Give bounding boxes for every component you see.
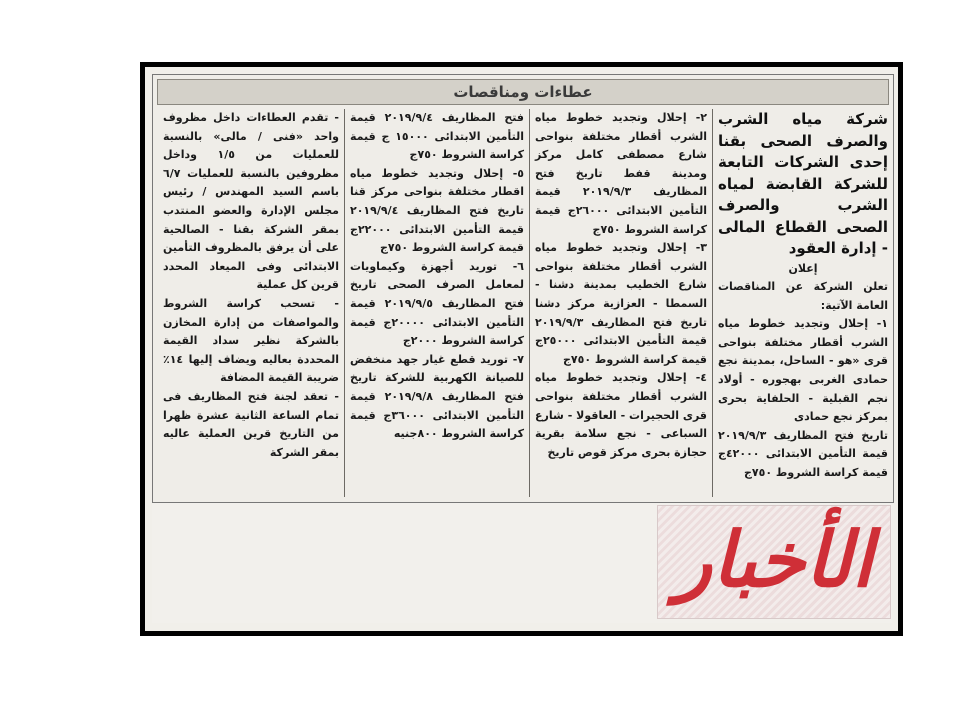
column-company: [713, 109, 893, 497]
announcement-label: إعلان: [788, 261, 818, 275]
newspaper-logo: [657, 505, 891, 619]
tender-item-2: ٢- إحلال وتجديد خطوط مياه الشرب أقطار مختلفة بنواحى شارع مصطفى كامل مركز ومدينة قفط تاريخ فتح المظاريف ٢٠١٩/٩/٣ قيمة التأمين الابتدائى ٢٦٠٠٠ج قيمة كراسة الشروط ٧٥٠ج: [535, 111, 707, 236]
condition-1: - تقدم العطاءات داخل مظروف واحد «فنى / مالى» بالنسبة للعمليات من ١/٥ وداخل مظروفين بالنسبة للعمليات ٦/٧ باسم السيد المهندس / رئيس مجلس الإدارة والعضو المنتدب بمقر الشركة بقنا - الصالحية على أن يرفق بالمظروف التأمين الابتدائى وفى الميعاد المحدد قرين كل عملية: [163, 111, 339, 292]
newspaper-clipping: [152, 74, 894, 503]
clipping-frame: [140, 62, 903, 636]
column-tenders-a: [530, 109, 712, 497]
section-header: [157, 79, 889, 105]
intro-text: تعلن الشركة عن المناقصات العامة الآتية:: [718, 280, 888, 312]
tender-item-1-details: تاريخ فتح المظاريف ٢٠١٩/٩/٣ قيمة التأمين الابتدائى ٤٢٠٠٠ج قيمة كراسة الشروط ٧٥٠ج: [718, 428, 888, 480]
condition-2: - تسحب كراسة الشروط والمواصفات من إدارة المخازن بالشركة نظير سداد القيمة المحددة بعاليه ويضاف إليها ١٤٪ ضريبة القيمة المضافة: [163, 296, 339, 385]
tender-item-3: ٣- إحلال وتجديد خطوط مياه الشرب أقطار مختلفة بنواحى شارع الخطيب بمدينة دشنا - السمطا - العزازية مركز دشنا تاريخ فتح المظاريف ٢٠١٩/٩/٣ قيمة التأمين الابتدائى ٢٥٠٠٠ج قيمة كراسة الشروط ٧٥٠ج: [535, 241, 707, 366]
column-conditions: [158, 109, 344, 497]
company-title: شركة مياه الشرب والصرف الصحى بقنا إحدى الشركات التابعة للشركة القابضة لمياه الشرب والصرف الصحى القطاع المالى - إدارة العقود: [718, 110, 888, 257]
tender-item-7: ٧- توريد قطع غيار جهد منخفض للصيانة الكهربية للشركة تاريخ فتح المظاريف ٢٠١٩/٩/٨ قيمة التأمين الابتدائى ٣٦٠٠٠ج قيمة كراسة الشروط ٨٠٠جنيه: [350, 352, 525, 441]
newspaper-logo-text: الأخبار: [675, 515, 873, 604]
tender-item-4-continued: فتح المظاريف ٢٠١٩/٩/٤ قيمة التأمين الابتدائى ١٥٠٠٠ ج قيمة كراسة الشروط ٧٥٠ج: [350, 111, 525, 162]
column-tenders-b: [345, 109, 529, 497]
condition-3: - تعقد لجنة فتح المظاريف فى تمام الساعة الثانية عشرة ظهرا من التاريخ قرين العملية عاليه بمقر الشركة: [163, 389, 339, 459]
tender-item-4: ٤- إحلال وتجديد خطوط مياه الشرب أقطار مختلفة بنواحى قرى الحجيرات - العاقولا - شارع السباعى - نجع سلامة بقرية حجازة بحرى مركز قوص تاريخ: [535, 371, 707, 459]
tender-item-6: ٦- توريد أجهزة وكيماويات لمعامل الصرف الصحى تاريخ فتح المظاريف ٢٠١٩/٩/٥ قيمة التأمين الابتدائى ٢٠٠٠٠ج قيمة كراسة الشروط ٢٠٠٠ج: [350, 259, 525, 348]
tender-item-1: ١- إحلال وتجديد خطوط مياه الشرب أقطار مختلفة بنواحى قرى «هو - الساحل، بمدينة نجع حمادى الغربى بهجوره - أولاد نجم القبلية - الحلفاية بحرى بمركز نجع حمادى: [718, 317, 888, 424]
section-header-title: عطاءات ومناقصات: [453, 83, 593, 101]
tender-item-5: ٥- إحلال وتجديد خطوط مياه اقطار مختلفة بنواحى مركز قنا تاريخ فتح المظاريف ٢٠١٩/٩/٤ قيمة التأمين الابتدائى ٢٢٠٠٠ج قيمة كراسة الشروط ٧٥٠ج: [350, 166, 524, 255]
clipping-footer: [152, 503, 892, 623]
